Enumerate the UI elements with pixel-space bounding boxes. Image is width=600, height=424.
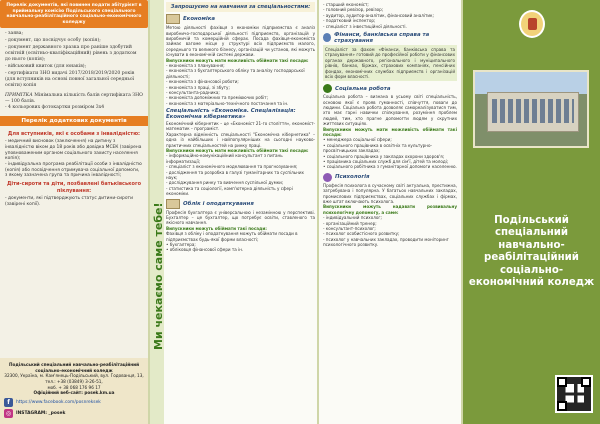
instagram-row[interactable]	[4, 409, 144, 418]
list-item: - психолог особистісного розвитку;	[323, 231, 400, 237]
finance-icon	[323, 33, 331, 42]
economics-title-row	[166, 14, 315, 24]
list-item: - економіста з планування;	[166, 62, 225, 68]
footer-address: 32300, Україна, м. Кам'янець-Подільський, вул. Годованця, 13,	[4, 373, 144, 379]
note	[0, 93, 148, 111]
qr-code[interactable]	[555, 375, 593, 413]
contact-footer	[0, 358, 148, 424]
photos-item: - 4 кольорових фотокартки розміром 3х4	[5, 104, 105, 110]
disabled-docs	[0, 139, 148, 179]
list-item: - індивідуальний психолог;	[323, 215, 382, 221]
accounting-image	[166, 199, 180, 209]
building-icon	[487, 92, 579, 132]
list-item: • соціального робітника з гуманітарної допомоги населенню.	[323, 164, 457, 170]
list-item: - економіста з праці, зі збуту;	[166, 84, 230, 90]
accounting-skills	[166, 231, 315, 253]
slogan-strip	[150, 0, 164, 424]
list-item: - статистика та соціології, комп'ютерна діяльність у сфері економіки.	[166, 185, 293, 197]
orphans-doc: - документи, які підтверджують статус дитини-сироти (завірені копії).	[5, 196, 133, 207]
footer-site[interactable]: Офіційний веб-сайт: posek.km.ua	[33, 390, 115, 396]
doc-item: - документ, що посвідчує особу (копія);	[5, 37, 101, 43]
cyber-skills-head: Випускники можуть мати можливість обіймати такі посади:	[166, 148, 309, 154]
list-item: - психолог у навчальних закладах, проводити моніторинг психологічного розвитку.	[323, 236, 449, 248]
doc-item: - документ державного зразка про раніше здобутий освітній (освітньо-кваліфікаційний) рівень з додатком до нього (копія);	[5, 44, 137, 62]
list-item: - старший економіст;	[323, 2, 369, 7]
instagram-link[interactable]: INSTAGRAM: _posek	[16, 410, 66, 416]
economics-skills-head: Випускники можуть мати можливість обіймати такі посади:	[166, 57, 309, 63]
extra-docs-bar: Перелік додаткових документів	[0, 116, 148, 126]
facebook-link[interactable]: https://www.facebook.com/posnreksek	[16, 399, 101, 405]
disabled-heading: Для вступників, які є особами з інвалідністю:	[7, 130, 141, 137]
facebook-row[interactable]	[4, 398, 144, 407]
economics-image	[166, 14, 180, 24]
social-skills-head: Випускники можуть мати можливість обіймати такі посади:	[323, 126, 457, 138]
list-item: - досліджування ринку та вивчення суспільної думки;	[166, 180, 284, 186]
social-icon	[323, 84, 332, 93]
specialties-panel-2	[319, 0, 461, 424]
facebook-icon: f	[4, 398, 13, 407]
list-item: - організаційний тренер;	[323, 220, 377, 226]
list-item: - економіста допоміжних та преміюючих робіт;	[166, 95, 269, 101]
instagram-icon: ◎	[5, 410, 12, 417]
economics-skills	[166, 63, 315, 106]
accounting-title: Облік і оподаткування	[183, 200, 254, 207]
psych-skills-head: Випускники можуть надавати розвивальну психологічну допомогу, а саме:	[323, 204, 457, 215]
list-item: - спеціаліст з інвестиційної діяльності.	[323, 23, 407, 29]
psych-icon	[323, 173, 332, 182]
list-item: - економіста з фінансової роботи;	[166, 79, 239, 85]
psych-title: Психологія	[335, 174, 370, 181]
orphans-heading: Діти-сироти та діти, позбавлені батьківського піклування:	[6, 181, 142, 194]
economics-text: Метою діяльності фахівця з економіки підприємства є аналіз виробничо-господарської діяльності підприємств, організацій у виробничій та комерційній сферах. Посада фахівця-економіста займає вагоме місце у структурі всіх підприємств малого, середнього та великого бізнесу, організацій чи установ, які можуть існувати в економічній системі держави.	[166, 25, 315, 58]
list-item: - економіста з матеріально-технічного постачання та ін.	[166, 100, 289, 106]
finance-title: Фінанси, банківська справа та страхування	[334, 31, 430, 44]
social-text: Соціальна робота – визнана в усьому світі спеціальність, основою якої є прояв гуманності, співчуття, поваги до людини. Соціальна робота дозволяє самореалізуватися тим, хто має гарні навички спілкування, розуміння проблем людей, тим, хто прагне допомогти людям у скрутних життєвих ситуаціях.	[323, 94, 457, 127]
specialties-heading: Запрошуємо на навчання за спеціальностями:	[166, 2, 315, 12]
accounting-text: Професія бухгалтера є універсальною і незамінною у перспективі. Бухгалтер – це бухгалтер, що потребує освіти, ставленого та якісного навчання.	[166, 209, 315, 226]
cyber-title: Спеціальність «Економіка. Спеціалізація: Економічна кібернетика»	[166, 108, 296, 121]
qr-corner	[557, 377, 567, 387]
footer-phone: тел.: +38 (03849) 3-26-51,	[45, 378, 103, 384]
finance-text: Спеціаліст за фахом «Фінанси, банківська справа та страхування» готовий до професійної роботи у фінансових органах державного, регіонального і муніципального рівнів, банках, біржах, страхових компаніях, пенсійних фондах, економічних службах підприємств і організацій всіх форм власності.	[323, 45, 457, 81]
qr-corner	[581, 377, 591, 387]
psych-text: Професія психолога в сучасному світі актуальна, престижна, затребувана і популярна. У багатьох навчальних закладах, промислових підприємствах, соціальних службах і фірмах, вже штат включають психолога.	[323, 182, 457, 204]
footer-org: Подільський спеціальний навчально-реабілітаційний соціально-економічний коледж	[8, 361, 140, 373]
list-item: - економіста з бухгалтерського обліку та аналізу господарської діяльності;	[166, 68, 305, 79]
list-item: - аудитор, аудитор-аналітик, фінансовий аналітик;	[323, 12, 434, 18]
accounting-title-row	[166, 199, 315, 209]
note-text: Мінімальна кількість балів сертифіката ЗНО — 100 балів.	[5, 92, 143, 104]
specialties-panel	[150, 0, 317, 424]
cyber-desc: Характерна відмінність спеціальності "Економічна кібернетика" – одна із найбільших і найпопулярніших на сьогодні науково-практичних спеціальностей на ринку праці.	[166, 131, 315, 148]
psych-skills	[323, 215, 457, 247]
list-item: - інформаційно-комунікаційний консультант з питань інформатизації;	[166, 153, 283, 164]
doc-item: - заява;	[5, 31, 24, 36]
list-item: • соціального працівника у закладах охорони здоров'я;	[323, 153, 445, 159]
list-item: - спеціаліст з економічного моделювання та прогнозування;	[166, 164, 298, 170]
social-title-row	[323, 84, 457, 93]
doc-item: - сертифікати ЗНО видачі 2017/2018/2019/2020 років (для вступників на основі повної загальної середньої освіти) копія	[5, 70, 135, 88]
list-item: • бухгалтера;	[166, 241, 196, 247]
list-item: - головний ревізор, ревізор;	[323, 7, 384, 13]
documents-header: Перелік документів, які повинен подати абітурієнт в приймальну комісію Подільського спеціального навчально-реабілітаційного соціально-економічного коледжу	[0, 0, 148, 28]
vertical-slogan: Ми чекаємо саме тебе!	[152, 202, 165, 350]
disabled-doc: - медичний висновок (заключення) на дитину з інвалідністю віком до 18 років або довідка МСЕК (завірена уповноваженим органом соціального захисту населення копія);	[5, 139, 142, 162]
list-item: - дослідження та розробка в галузі гуманітарних та суспільних наук;	[166, 169, 304, 180]
cyber-skills	[166, 153, 315, 196]
documents-list	[0, 28, 148, 93]
list-item: - консультанта-радника;	[166, 89, 220, 95]
list-item: Фахівця з обліку і оподаткування можуть обіймати посади в підприємствах будь-якої форми власності;	[166, 231, 298, 242]
footer-mobile: моб. + 38 068 176 96 17	[47, 384, 101, 390]
disabled-doc: - індивідуальна програма реабілітації особи з інвалідністю (копія) або посвідчення отримувача соціальної допомоги, з якому зазначена група та причина інвалідності;	[5, 162, 142, 179]
social-skills	[323, 137, 457, 169]
social-title: Соціальна робота	[335, 85, 391, 92]
college-building-photo	[473, 70, 589, 148]
economics-title: Економіка	[183, 16, 216, 23]
finance-title-row	[323, 32, 457, 44]
list-item: • працівника соціальних служб для сім'ї, дітей та молоді;	[323, 158, 449, 164]
list-item: - податковий інспектор;	[323, 18, 376, 24]
psych-title-row	[323, 173, 457, 182]
accounting-skills-head: Випускники можуть обіймати такі посади:	[166, 225, 267, 231]
college-title: Подільський спеціальний навчально-реабілітаційний соціально-економічний коледж	[468, 215, 595, 289]
list-item: • менеджера соціальної сфери;	[323, 137, 392, 143]
qr-corner	[557, 401, 567, 411]
college-emblem	[519, 10, 545, 38]
list-item: - консультант-психолог;	[323, 225, 376, 231]
note-label: ПРИМІТКА	[5, 92, 33, 98]
requirements-panel	[0, 0, 148, 424]
list-item: • обліковця фінансової сфери та ін.	[166, 247, 244, 253]
top-list	[323, 2, 457, 29]
list-item: • соціального працівника в освітніх та культурно-просвітницьких закладах;	[323, 142, 432, 154]
cyber-text: Економічний кібернетик – це «Економіст 21-го століття», економіст-математик – програміст.	[166, 121, 315, 132]
cover-panel	[463, 0, 600, 424]
cyber-title-row	[166, 108, 315, 120]
doc-item: - військовий квиток (для юнаків);	[5, 63, 87, 69]
